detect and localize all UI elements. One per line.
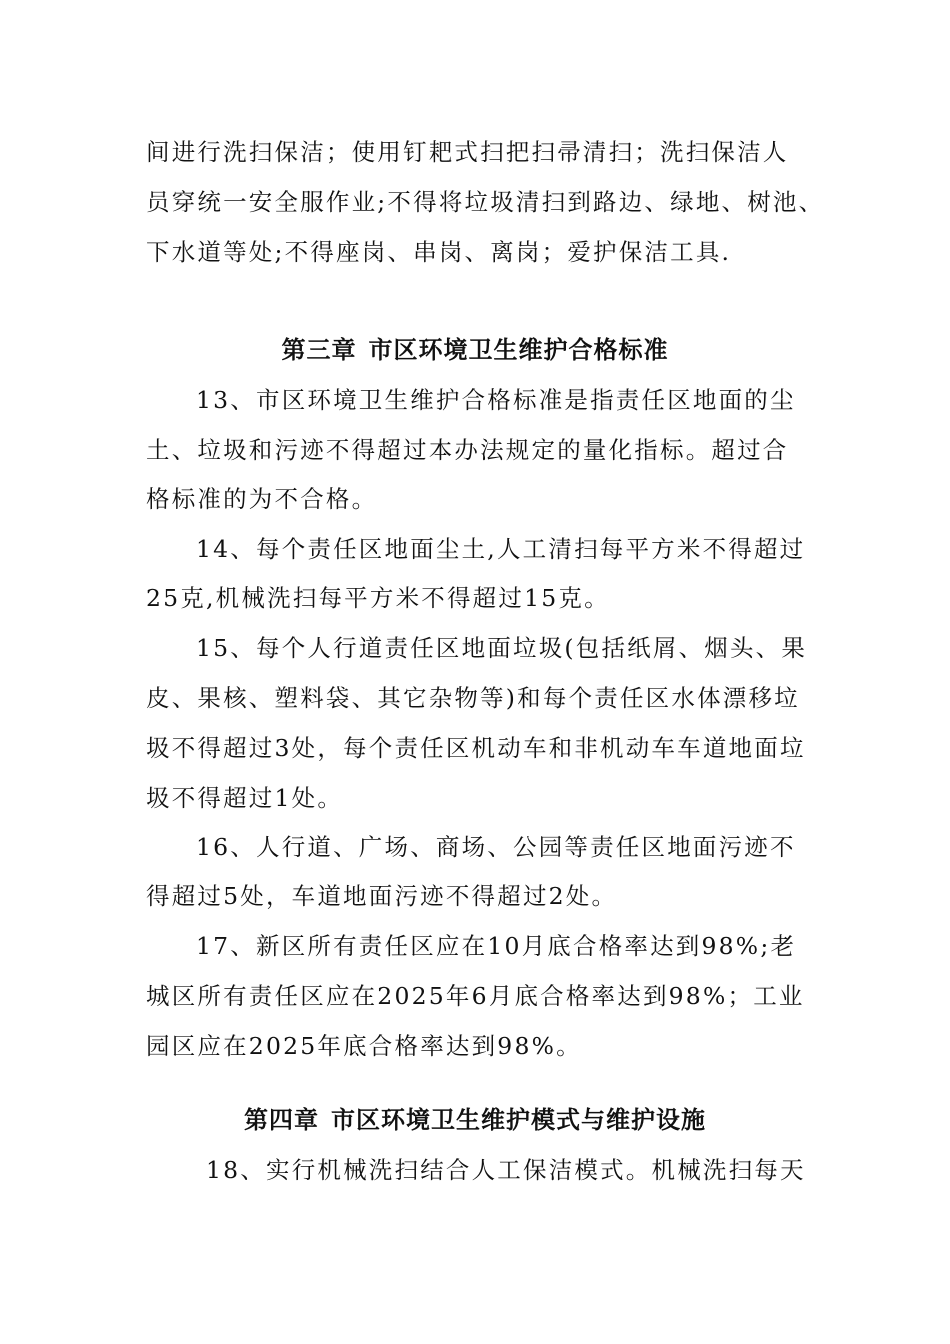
body-line: 下水道等处;不得座岗、串岗、离岗；爱护保洁工具.: [146, 238, 732, 266]
article-17-line: 城区所有责任区应在2025年6月底合格率达到98%；工业: [146, 982, 805, 1010]
article-14-line: 14、每个责任区地面尘土,人工清扫每平方米不得超过: [196, 535, 806, 563]
body-line: 间进行洗扫保洁；使用钉耙式扫把扫帚清扫；洗扫保洁人: [146, 138, 789, 166]
chapter-number: 第三章: [281, 335, 357, 364]
article-16-line: 16、人行道、广场、商场、公园等责任区地面污迹不: [196, 833, 796, 861]
article-17-line: 园区应在2025年底合格率达到98%。: [146, 1032, 582, 1060]
body-line: 员穿统一安全服作业;不得将垃圾清扫到路边、绿地、树池、: [146, 188, 825, 216]
article-16-line: 得超过5处，车道地面污迹不得超过2处。: [146, 882, 618, 910]
chapter-heading: [0, 334, 950, 366]
chapter-heading: [0, 1104, 950, 1136]
chapter-number: 第四章: [244, 1105, 319, 1134]
article-15-line: 圾不得超过3处，每个责任区机动车和非机动车车道地面垃: [146, 734, 806, 762]
chapter-title: 市区环境卫生维护合格标准: [368, 335, 669, 364]
article-13-line: 格标准的为不合格。: [146, 485, 378, 513]
article-14-line: 25克,机械洗扫每平方米不得超过15克。: [146, 584, 610, 612]
article-15-line: 皮、果核、塑料袋、其它杂物等)和每个责任区水体漂移垃: [146, 684, 800, 712]
article-17-line: 17、新区所有责任区应在10月底合格率达到98%;老: [196, 932, 797, 960]
chapter-title: 市区环境卫生维护模式与维护设施: [331, 1105, 706, 1134]
article-15-line: 圾不得超过1处。: [146, 784, 344, 812]
article-13-line: 13、市区环境卫生维护合格标准是指责任区地面的尘: [196, 386, 796, 414]
article-15-line: 15、每个人行道责任区地面垃圾(包括纸屑、烟头、果: [196, 634, 808, 662]
article-13-line: 土、垃圾和污迹不得超过本办法规定的量化指标。超过合: [146, 436, 789, 464]
article-18-line: 18、实行机械洗扫结合人工保洁模式。机械洗扫每天: [206, 1156, 806, 1184]
